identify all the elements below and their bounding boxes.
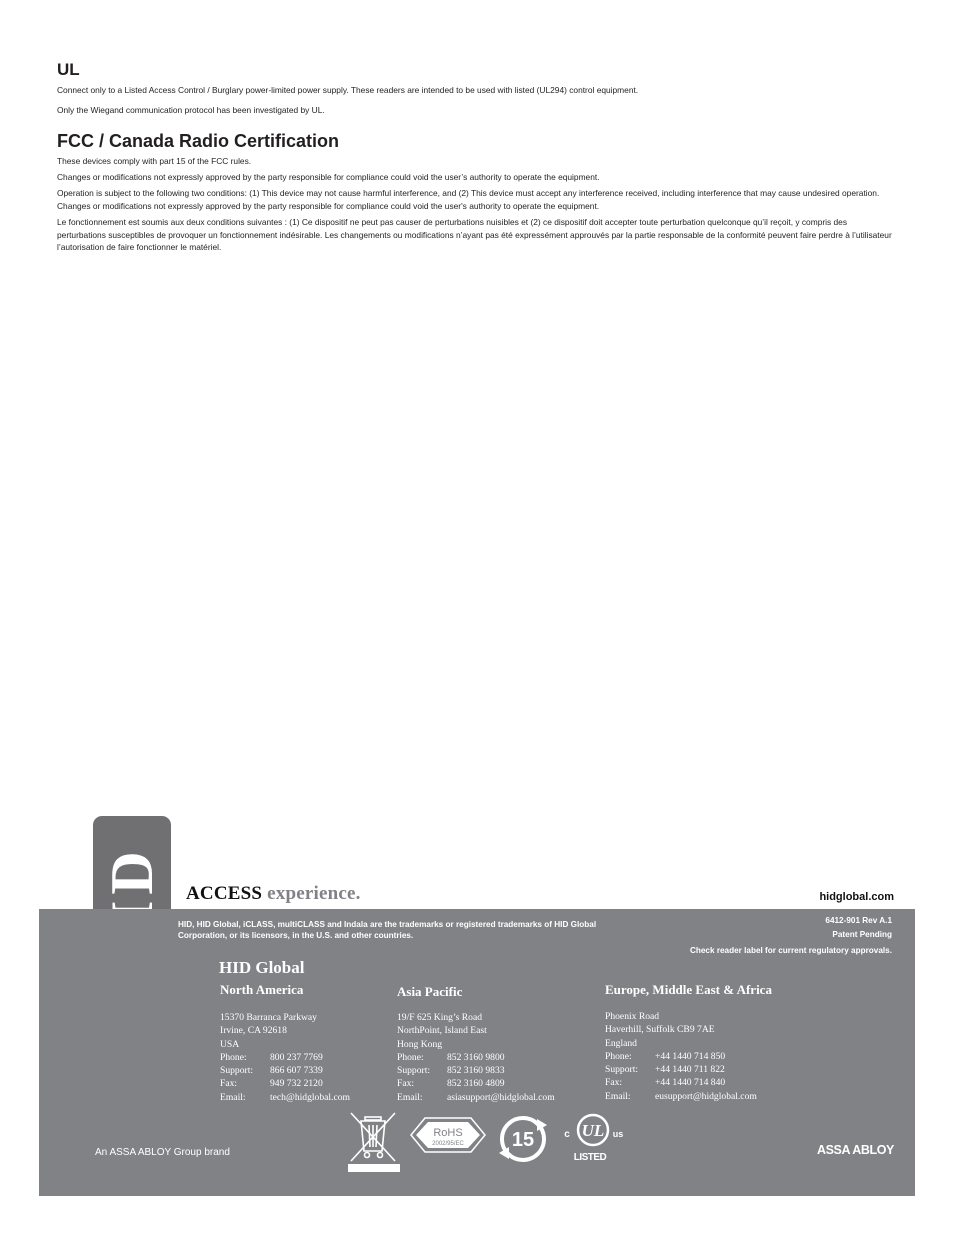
region-address [397,1011,555,1104]
phone-row [220,1051,350,1064]
support-label: Support: [220,1065,254,1077]
email-row [397,1091,555,1104]
email-value[interactable]: tech@hidglobal.com [270,1091,350,1103]
fcc-paragraph-1: These devices comply with part 15 of the FCC rules. [57,156,252,166]
fcc-paragraph-2: Changes or modifications not expressly approved by the party responsible for compliance could void the user’s authority to operate the equipment. [57,172,600,182]
phone-value: 852 3160 9800 [447,1051,505,1063]
fax-value: 949 732 2120 [270,1078,323,1090]
email-row [220,1091,350,1104]
tagline [186,883,361,905]
address-line: Hong Kong [397,1038,443,1050]
region-address [220,1011,350,1104]
fax-row [220,1077,350,1090]
address-line: 19/F 625 King’s Road [397,1012,483,1023]
epup-number: 15 [511,1129,535,1151]
support-value: 866 607 7339 [270,1065,323,1077]
culus-listed-icon [559,1113,627,1165]
region-emea [605,982,772,1103]
phone-value: +44 1440 714 850 [655,1050,726,1062]
fax-label: Fax: [397,1078,415,1090]
ul-mark: UL [581,1121,605,1140]
footer-band [39,909,915,1196]
address-line: 15370 Barranca Parkway [220,1012,317,1023]
fax-value: 852 3160 4809 [447,1078,505,1090]
support-value: +44 1440 711 822 [655,1064,725,1076]
ul-paragraph-2: Only the Wiegand communication protocol has been investigated by UL. [57,105,325,115]
email-label: Email: [605,1090,631,1102]
region-address [605,1010,772,1103]
phone-row [397,1051,555,1064]
region-title: Europe, Middle East & Africa [605,982,772,997]
assa-abloy-logo: ASSA ABLOY [816,1143,894,1157]
fcc-heading: FCC / Canada Radio Certification [57,131,340,151]
fax-value: +44 1440 714 840 [655,1077,726,1089]
phone-label: Phone: [605,1050,632,1062]
assa-group-brand: An ASSA ABLOY Group brand [95,1147,230,1158]
ul-heading: UL [57,60,80,79]
fax-row [605,1076,772,1089]
email-value[interactable]: eusupport@hidglobal.com [655,1090,757,1102]
ul-paragraph-1: Connect only to a Listed Access Control / Burglary power-limited power supply. These readers are intended to be used with listed (UL294) control equipment. [57,85,639,95]
rohs-title: RoHS [433,1127,463,1139]
trademark-notice: HID, HID Global, iCLASS, multiCLASS and Indala are the trademarks or registered trademarks of HID Global Corporation, or its licensors, in the U.S. and other countries. [178,920,597,940]
address-line: England [605,1037,637,1049]
region-north-america [220,982,350,1104]
phone-value: 800 237 7769 [270,1051,323,1063]
email-label: Email: [220,1091,246,1103]
ul-us: us [612,1129,624,1139]
address-line: Irvine, CA 92618 [220,1025,287,1037]
rohs-badge [409,1116,487,1154]
region-title: Asia Pacific [397,984,463,999]
fax-label: Fax: [220,1078,238,1090]
address-line: NorthPoint, Island East [397,1025,487,1037]
address-line: Haverhill, Suffolk CB9 7AE [605,1024,715,1036]
fcc-paragraph-4: Le fonctionnement est soumis aux deux conditions suivantes : (1) Ce dispositif ne peut pas causer de perturbations nuisibles et (2) ce dispositif doit accepter toute perturbation quelconque qu’il reçoit, y compris des perturbations susceptibles de provoquer un fonctionnement indésirable. Les changements ou modifications n’ayant pas été expressément approuvés par la partie responsable de la conformité peuvent faire perdre à l’utilisateur l’autorisation de faire fonctionner le matériel. [57,217,892,252]
phone-label: Phone: [397,1051,424,1063]
tagline-experience: experience. [267,883,361,904]
address-line: USA [220,1038,240,1050]
document-number: 6412-901 Rev A.1 [825,916,892,925]
support-row [397,1064,555,1077]
support-row [220,1064,350,1077]
phone-row [605,1050,772,1063]
support-label: Support: [397,1065,431,1077]
support-row [605,1063,772,1076]
ul-c: c [564,1129,570,1140]
ul-listed: LISTED [573,1152,607,1163]
phone-label: Phone: [220,1051,247,1063]
email-label: Email: [397,1091,423,1103]
epup-15-icon [497,1113,549,1165]
email-value[interactable]: asiasupport@hidglobal.com [447,1091,555,1103]
patent-pending: Patent Pending [832,930,892,939]
rohs-subtitle: 2002/95/EC [432,1141,464,1147]
tagline-access: ACCESS [186,883,263,904]
regulatory-note: Check reader label for current regulatory approvals. [689,946,892,955]
fax-row [397,1077,555,1090]
company-name: HID Global [219,958,305,977]
region-asia-pacific [397,984,555,1104]
region-title: North America [220,982,304,997]
support-value: 852 3160 9833 [447,1065,505,1077]
support-label: Support: [605,1064,639,1076]
weee-icon [345,1109,403,1175]
website-link[interactable]: hidglobal.com [819,891,894,903]
address-line: Phoenix Road [605,1011,660,1022]
fax-label: Fax: [605,1077,623,1089]
email-row [605,1090,772,1103]
fcc-paragraph-3: Operation is subject to the following two conditions: (1) This device may not cause harmful interference, and (2) This device must accept any interference received, including interference that may cause undesired operation. Changes or modifications not expressly approved by the party responsible for compliance could void the user's authority to operate the equipment. [57,188,880,211]
